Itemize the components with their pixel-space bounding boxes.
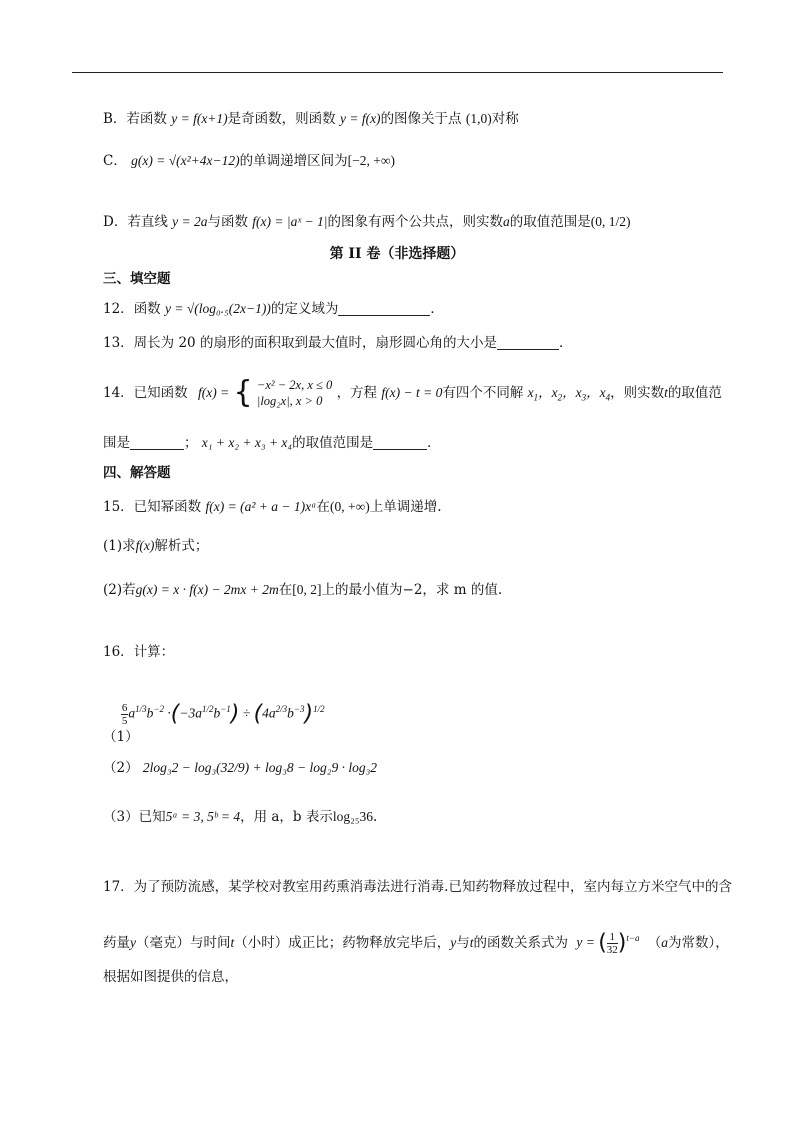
section-title: 第 II 卷（非选择题） <box>329 246 465 262</box>
formula-b2: y = f(x) <box>339 111 381 126</box>
question-15-part2: (2)若g(x) = x · f(x) − 2mx + 2m在[0, 2]上的最小值为−2，求 m 的值. <box>103 582 503 598</box>
piecewise-brace: { <box>233 375 253 410</box>
interval-d: (0, 1/2) <box>590 214 631 229</box>
question-16-part1: （1） $\frac{6}{5}$ $a^{1/3}b^{-2} \cdot(-3a^{1/2}b^{-1}) \div (4a^{2/3}b^{-3})^{1/2}$ <box>103 701 325 745</box>
question-17-line3: 根据如图提供的信息， <box>103 969 238 985</box>
formula-15: f(x) = (a² + a − 1)xᵃ <box>205 499 317 514</box>
formula-15-g: g(x) = x · f(x) − 2mx + 2m <box>135 582 279 597</box>
option-b: B．若函数 y = f(x+1)是奇函数，则函数 y = f(x)的图像关于点 (1,0)对称 <box>103 111 519 127</box>
option-c: C． g(x) = √(x²+4x−12)的单调递增区间为[−2, +∞) <box>103 153 395 169</box>
interval-c: [−2, +∞) <box>347 153 395 168</box>
question-15-part1: (1)求f(x)解析式； <box>103 538 209 554</box>
formula-b1: y = f(x+1) <box>171 111 228 126</box>
question-13: 13．周长为 20 的扇形的面积取到最大值时，扇形圆心角的大小是 ． <box>103 335 573 351</box>
option-d: D．若直线 y = 2a与函数 f(x) = |aˣ − 1|的图象有两个公共点，则实数a的取值范围是(0, 1/2) <box>103 214 631 230</box>
question-16-part2: （2） 2log₃2 − log₃(32/9) + log₃8 − log₂9 · log₃2 <box>103 760 378 776</box>
heading-fill-in: 三、填空题 <box>103 271 171 287</box>
question-17-line1: 17．为了预防流感，某学校对教室用药熏消毒法进行消毒.已知药物释放过程中，室内每立方米空气中的含 <box>103 879 732 895</box>
question-17-line2: 药量y（毫克）与时间t（小时）成正比；药物释放完毕后，y与t的函数关系式为 y = ( $\frac{1}{32}$ )$^{t-a}$ （a为常数）， <box>103 930 729 956</box>
question-14-line2: 围是 ； x₁ + x₂ + x₃ + x₄的取值范围是 ． <box>103 435 441 451</box>
answer-blank-12[interactable] <box>338 301 430 316</box>
heading-answer: 四、解答题 <box>103 465 171 481</box>
expression-16-1: $\frac{6}{5}$ $a^{1/3}b^{-2} \cdot(-3a^{1/2}b^{-1}) \div (4a^{2/3}b^{-3})^{1/2}$ <box>121 701 325 727</box>
question-16-part3: （3）已知5ᵃ = 3, 5ᵇ = 4，用 a，b 表示log₂₅36. <box>103 809 378 825</box>
formula-17: y = ( $\frac{1}{32}$ )$^{t-a}$ <box>576 930 640 956</box>
formula-c: g(x) = √(x²+4x−12) <box>131 153 240 168</box>
formula-d1: y = 2a <box>172 214 208 229</box>
question-14: 14．已知函数 f(x) = { −x² − 2x, x ≤ 0 |log₂x|, x > 0 ，方程 f(x) − t = 0有四个不同解 $x_1$，$x_2$，$x_3$，$x_4$，则实数t的取值范 <box>103 375 722 410</box>
question-12: 12．函数 y = √(log₀.₅(2x−1))的定义域为 ． <box>103 301 444 317</box>
expression-16-2: 2log₃2 − log₃(32/9) + log₃8 − log₂9 · log₃2 <box>142 760 378 775</box>
piecewise-cases: −x² − 2x, x ≤ 0 |log₂x|, x > 0 <box>256 378 333 408</box>
sum-14: x₁ + x₂ + x₃ + x₄ <box>201 435 293 450</box>
header-rule <box>72 72 723 73</box>
formula-d2: f(x) = |aˣ − 1| <box>252 214 328 229</box>
point-b: (1,0) <box>465 111 492 126</box>
question-16-title: 16．计算： <box>103 644 175 660</box>
formula-12: y = √(log₀.₅(2x−1)) <box>164 301 271 316</box>
answer-blank-13[interactable] <box>497 335 559 350</box>
answer-blank-14b[interactable] <box>373 435 427 450</box>
equation-14: f(x) − t = 0 <box>381 385 443 400</box>
question-15: 15．已知幂函数 f(x) = (a² + a − 1)xᵃ在(0, +∞)上单调递增. <box>103 499 442 515</box>
answer-blank-14a[interactable] <box>130 435 184 450</box>
